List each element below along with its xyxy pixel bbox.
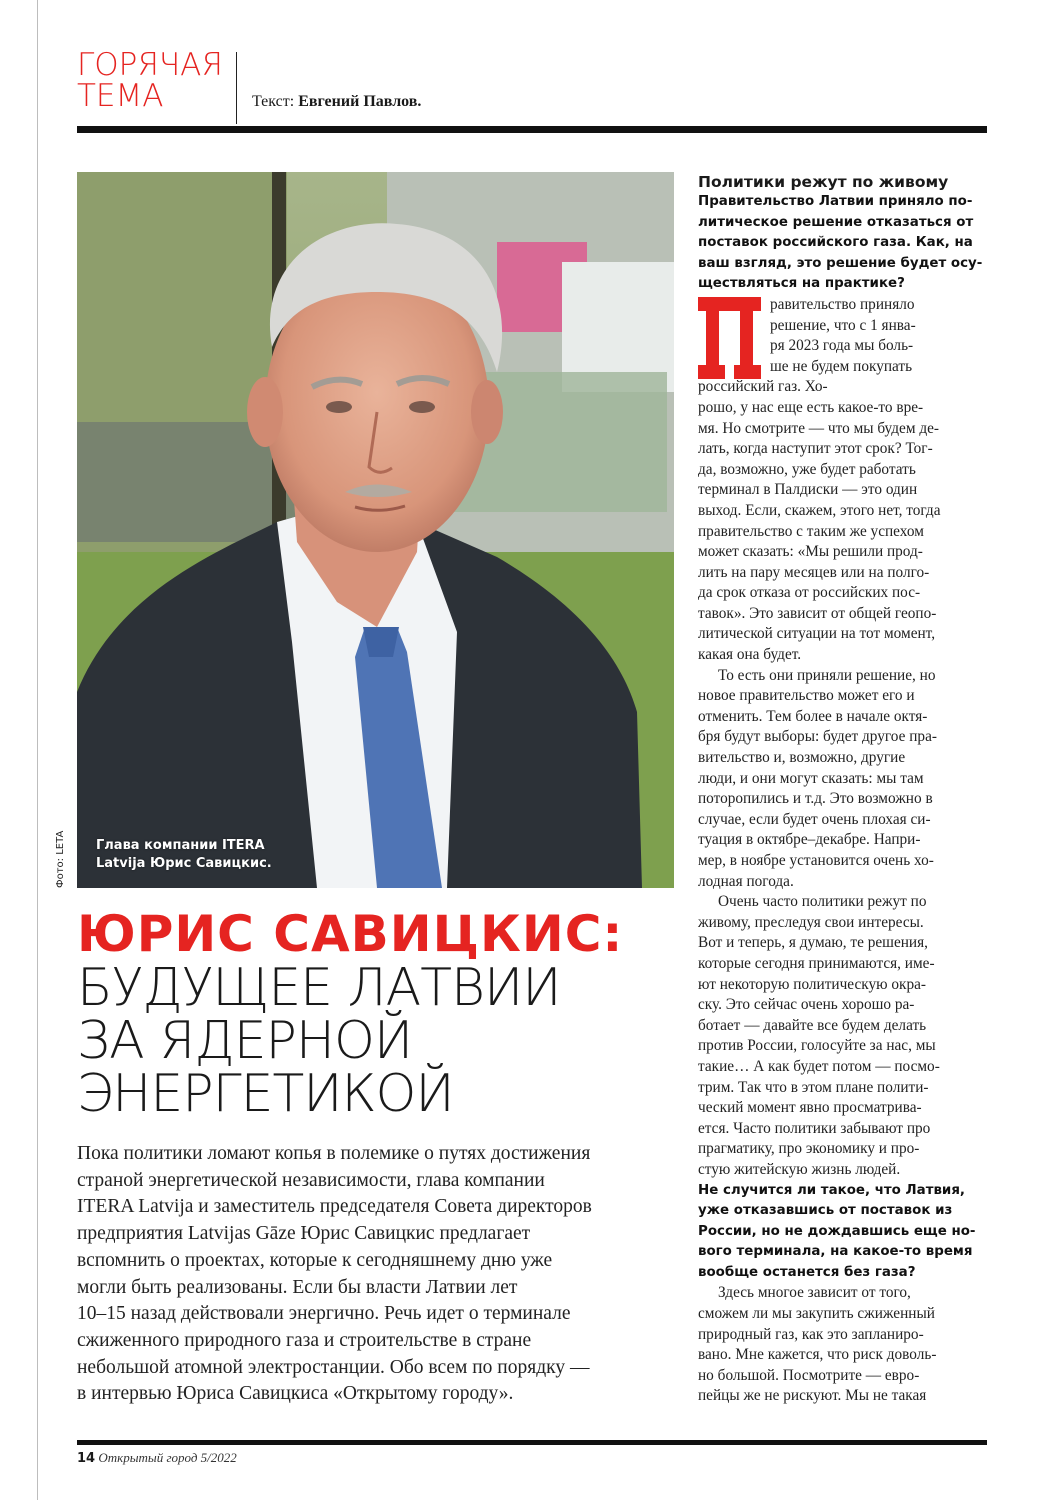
question-line: России, но не дождавшись еще но-	[698, 1223, 976, 1239]
text-line: лодная погода.	[698, 872, 794, 890]
answer-4	[698, 1283, 988, 1407]
text-line: правительство с таким же успехом	[698, 522, 924, 540]
top-rule	[77, 126, 987, 133]
lead-line: 10–15 назад действовали энергично. Речь идет о терминале	[77, 1303, 571, 1325]
portrait-photo	[77, 172, 674, 888]
text-line: туация в октябре–декабре. Напри-	[698, 831, 921, 849]
headline-subtitle	[77, 958, 561, 1124]
text-line: сможем ли мы закупить сжиженный	[698, 1305, 935, 1323]
text-line: случае, если будет очень плохая си-	[698, 810, 931, 828]
text-line: мя. Но смотрите — что мы будем де-	[698, 419, 939, 437]
answer-2	[698, 666, 988, 893]
section-rubric	[77, 47, 227, 114]
answer-1	[698, 377, 988, 665]
text-line: Здесь многое зависит от того,	[718, 1284, 911, 1302]
text-line: тавок». Это зависит от общей геопо-	[698, 604, 937, 622]
page-number: 14	[77, 1451, 96, 1466]
byline-prefix: Текст:	[252, 93, 295, 110]
photo-credit: Фото: LETA	[55, 830, 66, 888]
text-line: может сказать: «Мы решили прод-	[698, 543, 923, 561]
dropcap-line: ше не будем покупать	[770, 357, 913, 375]
text-line: трим. Так что в этом плане полити-	[698, 1078, 929, 1096]
text-line: ботает — давайте все будем делать	[698, 1016, 927, 1034]
text-line: поторопились и т.д. Это возможно в	[698, 790, 933, 808]
text-line: ется. Часто политики забывают про	[698, 1119, 931, 1137]
text-line: которые сегодня принимаются, име-	[698, 954, 935, 972]
dropcap-line: ря 2023 года мы боль-	[770, 337, 914, 355]
answer-3	[698, 892, 988, 1180]
question-1	[698, 192, 988, 295]
text-line: отменить. Тем более в начале октя-	[698, 707, 928, 725]
photo-caption	[96, 837, 272, 873]
text-line: да, возможно, уже будет работать	[698, 460, 916, 478]
text-line: рошо, у нас еще есть какое-то вре-	[698, 398, 924, 416]
text-line: какая она будет.	[698, 646, 802, 664]
text-line: Вот и теперь, я думаю, те решения,	[698, 934, 928, 952]
question-line: уже отказавшись от поставок из	[698, 1203, 953, 1219]
text-line: стую житейскую жизнь людей.	[698, 1160, 901, 1178]
headline-name: ЮРИС САВИЦКИС:	[77, 905, 624, 963]
text-line: пейцы же не рискуют. Мы не такая	[698, 1387, 927, 1405]
article-column	[698, 172, 988, 1407]
lead-paragraph	[77, 1141, 677, 1408]
byline-author: Евгений Павлов.	[298, 93, 422, 110]
magazine-issue: Открытый город 5/2022	[98, 1450, 237, 1465]
question-line: Правительство Латвии приняло по-	[698, 194, 973, 209]
text-line: такие… А как будет потом — посмо-	[698, 1057, 940, 1075]
text-line: российский газ. Хо-	[698, 378, 828, 396]
dropcap-line: равительство приняло	[770, 295, 915, 313]
caption-line-2: Latvija Юрис Савицкис.	[96, 856, 272, 871]
question-line: ваш взгляд, это решение будет осу-	[698, 255, 983, 271]
text-line: вано. Мне кажется, что риск доволь-	[698, 1346, 937, 1364]
text-line: но большой. Посмотрите — евро-	[698, 1366, 920, 1384]
text-line: То есть они приняли решение, но	[718, 666, 936, 684]
dropcap-paragraph	[698, 295, 988, 377]
question-line: ществляться на практике?	[698, 276, 905, 292]
question-line: вообще останется без газа?	[698, 1264, 916, 1280]
text-line: живому, преследуя свои интересы.	[698, 913, 924, 931]
lead-line: Пока политики ломают копья в полемике о путях достижения	[77, 1143, 591, 1164]
text-line: выход. Если, скажем, этого нет, тогда	[698, 501, 941, 519]
question-line: литическое решение отказаться от	[698, 214, 974, 230]
headline-line-1: БУДУЩЕЕ ЛАТВИИ	[77, 958, 561, 1018]
bottom-rule	[77, 1440, 987, 1445]
text-line: вительство и, возможно, другие	[698, 749, 906, 767]
lead-line: предприятия Latvijas Gāze Юрис Савицкис предлагает	[77, 1223, 531, 1245]
text-line: да срок отказа от российских пос-	[698, 584, 921, 602]
text-line: лать, когда наступит этот срок? Тог-	[698, 440, 933, 458]
question-line: поставок российского газа. Как, на	[698, 235, 973, 251]
question-line: вого терминала, на какое-то время	[698, 1244, 973, 1260]
text-line: природный газ, как это запланиро-	[698, 1325, 924, 1343]
text-line: ску. Это сейчас очень хорошо ра-	[698, 996, 915, 1014]
lead-line: могли быть реализованы. Если бы власти Латвии лет	[77, 1276, 518, 1298]
lead-line: в интервью Юриса Савицкиса «Открытому городу».	[77, 1383, 514, 1405]
dropcap-line: решение, что с 1 янва-	[770, 316, 916, 334]
byline	[252, 93, 421, 111]
text-line: против России, голосуйте за нас, мы	[698, 1037, 936, 1055]
text-line: люди, и они могут сказать: мы там	[698, 769, 924, 787]
question-2	[698, 1181, 988, 1284]
text-line: лить на пару месяцев или на полго-	[698, 563, 930, 581]
lead-line: вспомнить о проектах, которые к сегодняшнему дню уже	[77, 1249, 553, 1271]
lead-line: небольшой атомной электростанции. Обо всем по порядку —	[77, 1356, 590, 1378]
page-footer	[77, 1450, 237, 1466]
caption-line-1: Глава компании ITERA	[96, 838, 265, 853]
lead-line: страной энергетической независимости, глава компании	[77, 1169, 545, 1191]
section-subtitle: Политики режут по живому	[698, 173, 949, 191]
question-line: Не случится ли такое, что Латвия,	[698, 1182, 966, 1198]
rubric-line-1: ГОРЯЧАЯ	[77, 47, 223, 83]
text-line: литической ситуации на тот момент,	[698, 625, 936, 643]
headline-line-2: ЗА ЯДЕРНОЙ	[77, 1011, 413, 1071]
text-line: ческий момент явно просматрива-	[698, 1099, 922, 1117]
text-line: бря будут выборы: будет другое пра-	[698, 728, 937, 746]
text-line: Очень часто политики режут по	[718, 893, 927, 911]
headline-line-3: ЭНЕРГЕТИКОЙ	[77, 1064, 454, 1124]
lead-line: ITERA Latvija и заместитель председателя Совета директоров	[77, 1196, 592, 1218]
rubric-divider	[236, 52, 237, 124]
text-line: мер, в ноябре установится очень хо-	[698, 852, 934, 869]
lead-line: сжиженного природного газа и строительстве в стране	[77, 1329, 532, 1351]
text-line: новое правительство может его и	[698, 687, 915, 705]
text-line: прагматику, про экономику и про-	[698, 1140, 920, 1158]
text-line: терминал в Палдиски — это один	[698, 481, 918, 499]
page-margin-line	[37, 0, 38, 1500]
text-line: ют некоторую политическую окра-	[698, 975, 926, 993]
rubric-line-2: ТЕМА	[77, 78, 164, 114]
